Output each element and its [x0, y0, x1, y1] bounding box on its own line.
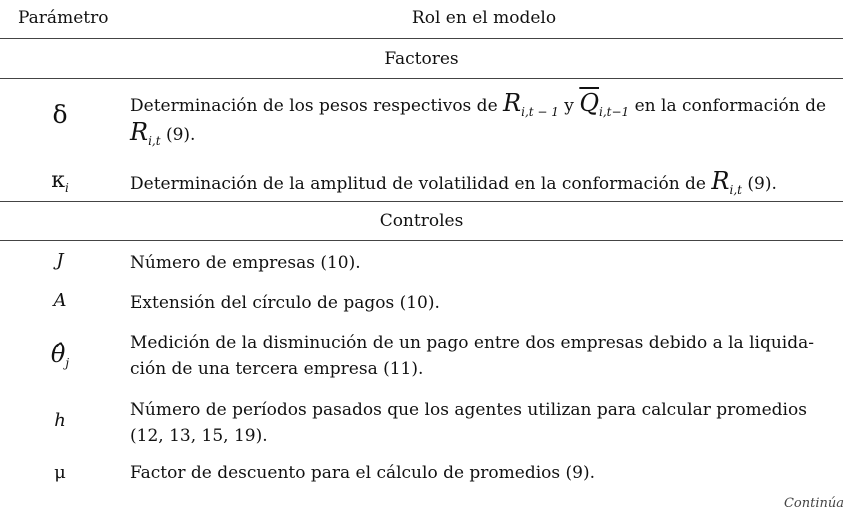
header-rol: Rol en el modelo	[411, 8, 557, 28]
section-controles: Controles	[379, 211, 464, 231]
symbol-theta: $\thetâ_j$	[50, 340, 70, 370]
desc-kappa: Determinación de la amplitud de volatilidad en la conformación de $R_{i,t}$ (9).	[130, 167, 777, 197]
desc-J: Número de empresas (10).	[130, 253, 361, 273]
header-parametro: Parámetro	[18, 8, 109, 28]
continues-label: Continúa	[783, 496, 844, 511]
symbol-h: h	[54, 410, 66, 431]
desc-h: Número de períodos pasados que los agentes utilizan para calcular promedios (12, 13, 15, 19).	[130, 400, 807, 446]
symbol-mu: μ	[54, 462, 66, 483]
symbol-A: A	[53, 290, 67, 311]
section-factores: Factores	[384, 49, 459, 69]
controles-rule	[0, 240, 843, 241]
desc-delta: Determinación de los pesos respectivos de $R_{i,t - 1}$ y $\overline{Q}_{i,t-1}$ en la conformación de $R_{i,t}$ (9).	[130, 89, 827, 148]
factores-rule	[0, 78, 843, 79]
header-rule	[0, 38, 843, 39]
symbol-J: J	[56, 250, 64, 271]
symbol-delta: δ	[52, 100, 68, 129]
desc-theta: Medición de la disminución de un pago entre dos empresas debido a la liquida- ción de una tercera empresa (11).	[130, 333, 815, 379]
controles-top-rule	[0, 201, 843, 202]
symbol-kappa: $\kappa_i$	[51, 168, 69, 195]
desc-A: Extensión del círculo de pagos (10).	[130, 293, 440, 313]
desc-mu: Factor de descuento para el cálculo de promedios (9).	[130, 463, 596, 483]
